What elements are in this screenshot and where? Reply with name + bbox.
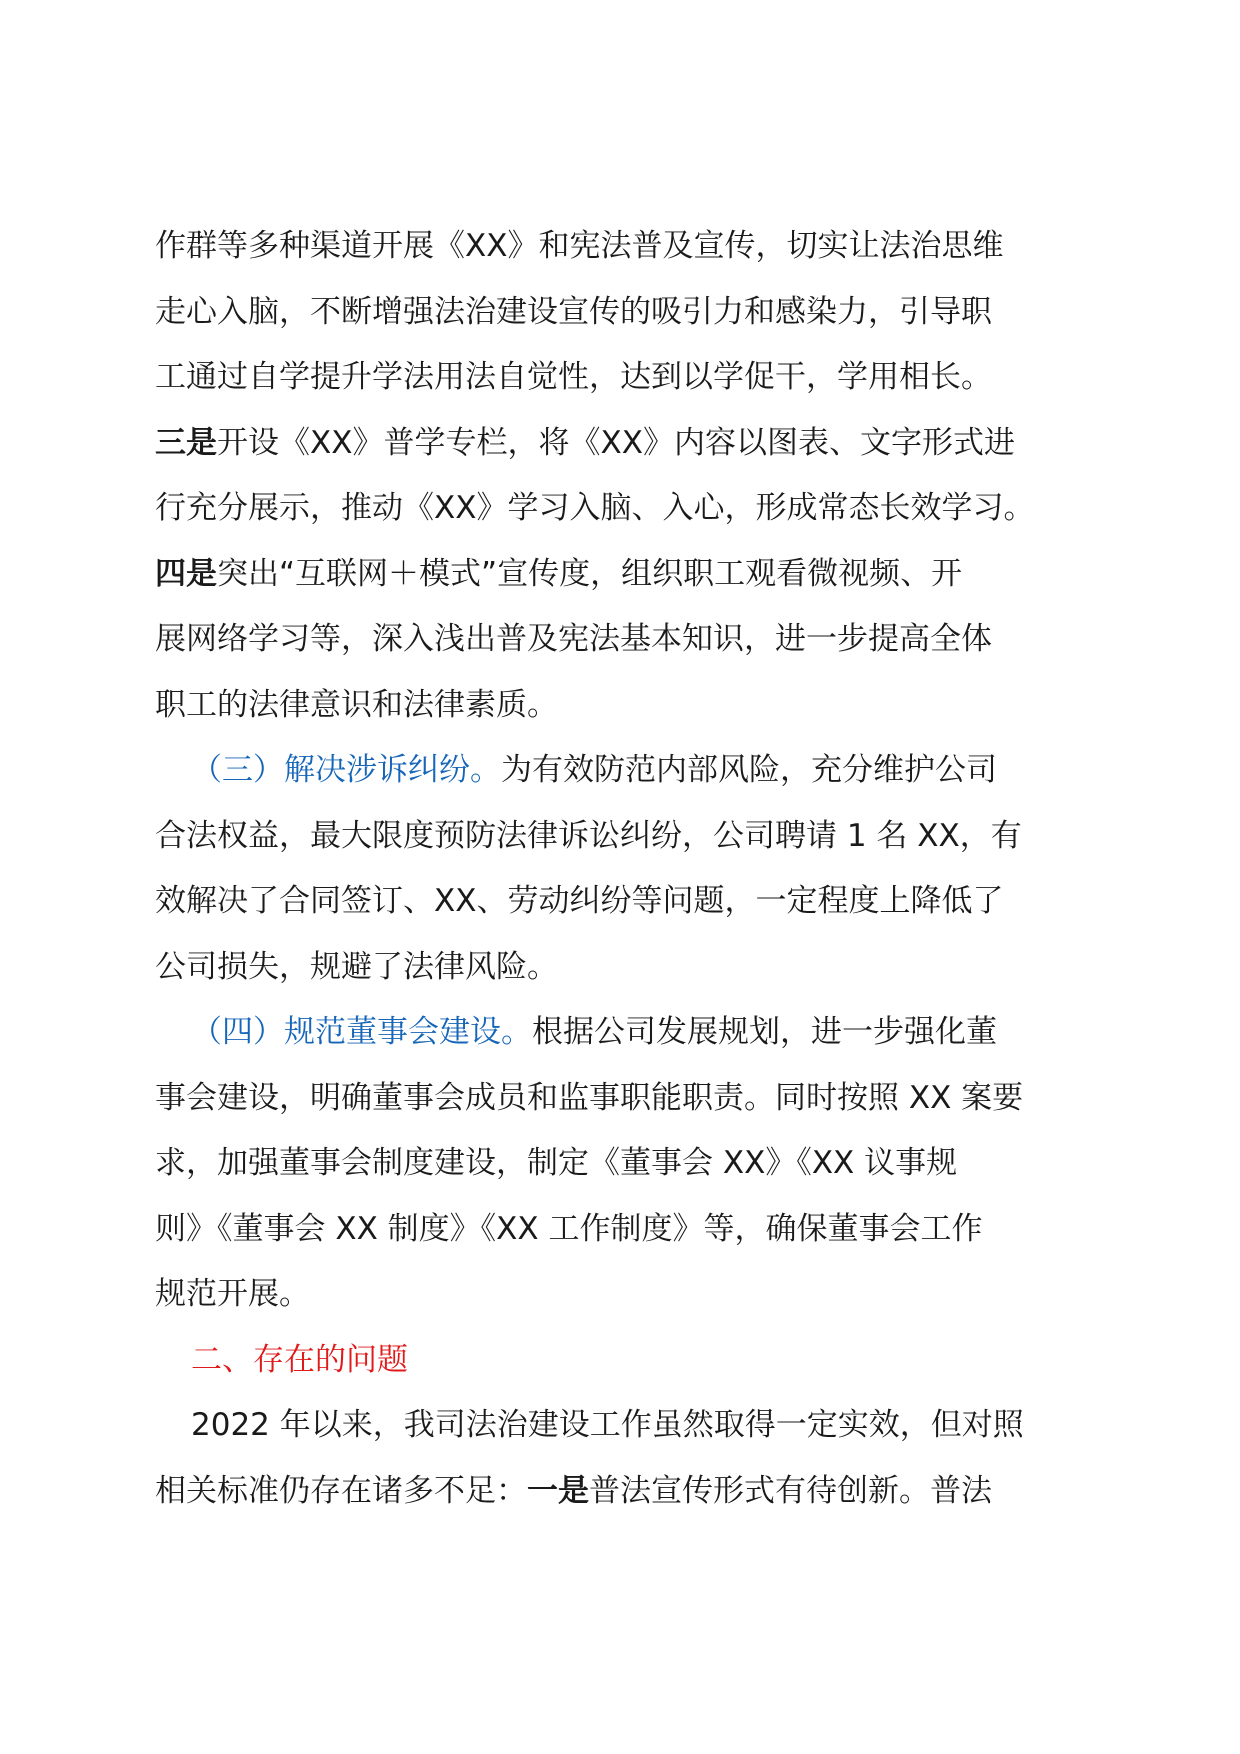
text-run: 则》《董事会 XX 制度》《XX 工作制度》等，确保董事会工作 <box>155 1210 983 1247</box>
text-run: 职工的法律意识和法律素质。 <box>155 686 558 723</box>
text-line <box>155 214 1090 280</box>
text-run: 作群等多种渠道开展《XX》和宪法普及宣传，切实让法治思维 <box>155 228 1004 264</box>
text-run: 合法权益，最大限度预防法律诉讼纠纷，公司聘请 1 名 XX，有 <box>155 817 1022 854</box>
text-line <box>155 1066 1090 1132</box>
section-heading: （四）规范董事会建设。 <box>191 1014 532 1050</box>
text-line <box>155 738 1090 804</box>
text-line <box>155 935 1090 1001</box>
text-run: 根据公司发展规划，进一步强化董 <box>532 1014 997 1050</box>
text-line <box>155 1393 1090 1459</box>
section-heading: （三）解决涉诉纠纷。 <box>191 752 501 788</box>
text-line <box>155 476 1090 542</box>
text-run: 普法宣传形式有待创新。普法 <box>589 1472 992 1509</box>
text-run: 展网络学习等，深入浅出普及宪法基本知识，进一步提高全体 <box>155 621 992 657</box>
text-run: 突出“互联网＋模式”宣传度，组织职工观看微视频、开 <box>217 555 963 592</box>
text-run: 效解决了合同签订、XX、劳动纠纷等问题，一定程度上降低了 <box>155 883 1004 919</box>
text-run: 开设《XX》普学专栏，将《XX》内容以图表、文字形式进 <box>217 424 1015 461</box>
chapter-heading: 二、存在的问题 <box>191 1341 408 1378</box>
text-run: 规范开展。 <box>155 1276 310 1312</box>
text-line <box>155 1459 1090 1525</box>
text-run: 行充分展示，推动《XX》学习入脑、入心，形成常态长效学习。 <box>155 490 1035 526</box>
text-line <box>155 804 1090 870</box>
text-line <box>155 673 1090 739</box>
text-line <box>155 869 1090 935</box>
bold-lead-text: 一是 <box>527 1472 589 1509</box>
text-line <box>155 607 1090 673</box>
text-line <box>155 1131 1090 1197</box>
text-line <box>155 280 1090 346</box>
text-line <box>155 345 1090 411</box>
text-line <box>155 1262 1090 1328</box>
text-line <box>155 542 1090 608</box>
text-run: 求，加强董事会制度建设，制定《董事会 XX》《XX 议事规 <box>155 1145 958 1181</box>
text-run: 走心入脑，不断增强法治建设宣传的吸引力和感染力，引导职 <box>155 293 992 330</box>
text-run: 工通过自学提升学法用法自觉性，达到以学促干，学用相长。 <box>155 359 992 395</box>
text-line <box>155 1197 1090 1263</box>
text-run: 事会建设，明确董事会成员和监事职能职责。同时按照 XX 案要 <box>155 1079 1024 1116</box>
bold-lead-text: 四是 <box>155 555 217 592</box>
text-run: 公司损失，规避了法律风险。 <box>155 948 558 985</box>
text-line <box>155 1328 1090 1394</box>
text-line <box>155 411 1090 477</box>
document-body <box>155 214 1090 1524</box>
bold-lead-text: 三是 <box>155 424 217 461</box>
text-run: 2022 年以来，我司法治建设工作虽然取得一定实效，但对照 <box>191 1407 1024 1443</box>
text-line <box>155 1000 1090 1066</box>
text-run: 相关标准仍存在诸多不足： <box>155 1472 527 1509</box>
text-run: 为有效防范内部风险，充分维护公司 <box>501 752 997 788</box>
